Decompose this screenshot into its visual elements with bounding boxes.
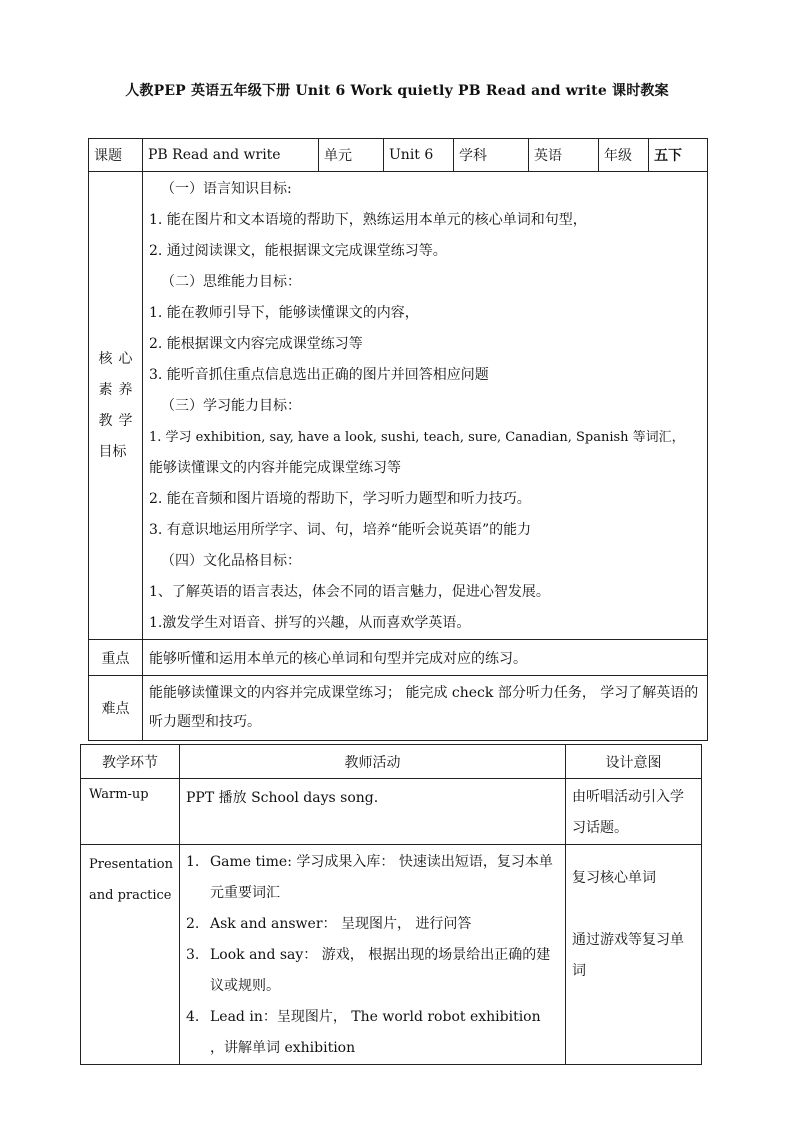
ke-ti-value: PB Read and write [143,139,319,172]
key-point-row [89,640,708,676]
header-intent: 设计意图 [566,745,702,779]
presentation-activities [180,845,566,1065]
goal-item: 1. 能在教师引导下，能够读懂课文的内容， [149,305,419,321]
ke-ti-label: 课题 [89,139,143,172]
teaching-process-table [80,744,702,1065]
key-point-label: 重点 [89,640,143,676]
dan-yuan-label: 单元 [319,139,384,172]
activity-step: 1. Game time: 学习成果入库： 快速读出短语，复习本单元重要词汇 [186,854,553,901]
intent-game-review: 通过游戏等复习单词 [572,932,684,979]
goal-item: 1. 学习 exhibition, say, have a look, sushi, teach, sure, Canadian, Spanish 等词汇， [149,430,685,445]
goal-item: 2. 通过阅读课文，能根据课文完成课堂练习等。 [149,243,447,259]
presentation-row [81,845,702,1065]
activity-step: 4. Lead in：呈现图片， The world robot exhibition ，讲解单词 exhibition [186,1009,541,1056]
document-title: 人教PEP 英语五年级下册 Unit 6 Work quietly PB Read and write 课时教案 [125,83,669,99]
goal-item: 1、了解英语的语言表达，体会不同的语言魅力，促进心智发展。 [149,584,550,600]
lesson-info-table [88,138,708,741]
header-activity: 教师活动 [180,745,566,779]
nian-ji-value: 五下 [649,139,708,172]
info-row [89,139,708,172]
core-goals-label: 核 心 素 养 教 学 目标 [89,172,143,640]
warmup-row [81,779,702,845]
intent-review-words: 复习核心单词 [572,870,656,886]
difficulty-row [89,676,708,741]
goal-item: 3. 有意识地运用所学字、词、句，培养“能听会说英语”的能力 [149,522,532,538]
goal-item: 2. 能在音频和图片语境的帮助下，学习听力题型和听力技巧。 [149,491,531,507]
goal-heading: （四）文化品格目标： [161,553,301,569]
difficulty-text: 能能够读懂课文的内容并完成课堂练习； 能完成 check 部分听力任务， 学习了解英语的听力题型和技巧。 [143,676,708,741]
activity-step: 3. Look and say： 游戏， 根据出现的场景给出正确的建议或规则。 [186,947,551,994]
presentation-stage: Presentation and practice [81,845,180,1065]
core-goals-row [89,172,708,640]
warmup-intent: 由听唱活动引入学习话题。 [566,779,702,845]
activity-step: 2. Ask and answer： 呈现图片， 进行问答 [186,916,472,932]
goal-item: 1.激发学生对语音、拼写的兴趣，从而喜欢学英语。 [149,615,471,631]
key-point-text: 能够听懂和运用本单元的核心单词和句型并完成对应的练习。 [143,640,708,676]
presentation-intent [566,845,702,1065]
goal-item: 1. 能在图片和文本语境的帮助下，熟练运用本单元的核心单词和句型， [149,212,587,228]
goal-item: 能够读懂课文的内容并能完成课堂练习等 [149,460,401,476]
process-header-row [81,745,702,779]
difficulty-label: 难点 [89,676,143,741]
warmup-activity: PPT 播放 School days song. [180,779,566,845]
goal-item: 2. 能根据课文内容完成课堂练习等 [149,336,363,352]
goal-heading: （三）学习能力目标： [161,398,301,414]
xue-ke-label: 学科 [454,139,529,172]
goal-heading: （二）思维能力目标： [161,274,301,290]
warmup-stage: Warm-up [81,779,180,845]
dan-yuan-value: Unit 6 [384,139,454,172]
goal-heading: （一）语言知识目标: [161,181,292,197]
goal-item: 3. 能听音抓住重点信息选出正确的图片并回答相应问题 [149,367,489,383]
header-stage: 教学环节 [81,745,180,779]
xue-ke-value: 英语 [529,139,599,172]
nian-ji-label: 年级 [599,139,649,172]
core-goals-content [143,172,708,640]
